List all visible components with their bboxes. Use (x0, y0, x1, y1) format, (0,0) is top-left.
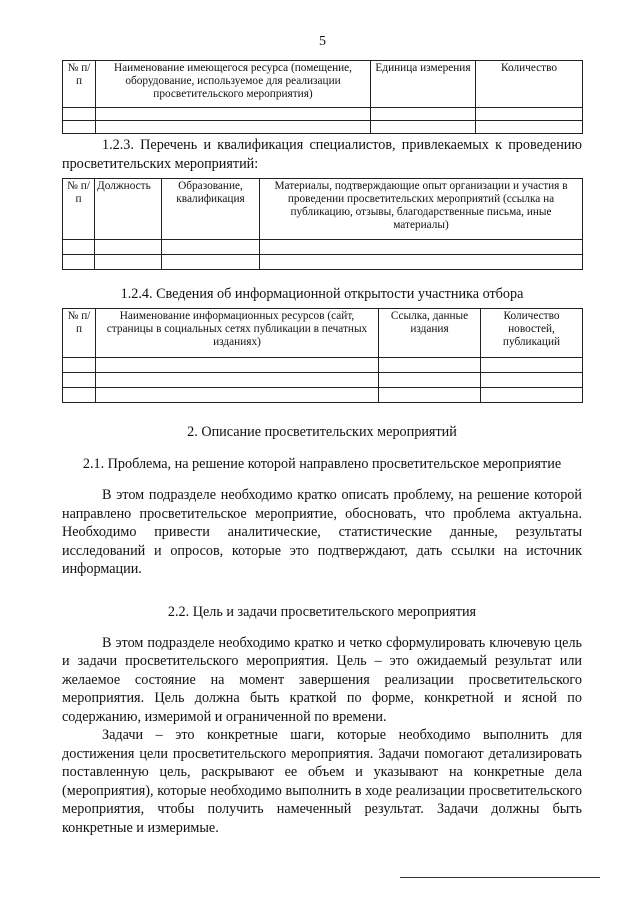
table-row (63, 373, 583, 388)
table-header-row (63, 309, 583, 358)
header-cell: Наименование информационных ресурсов (сайт, страницы в социальных сетях публикации в печатных изданиях) (96, 309, 379, 358)
paragraph-2-1: В этом подразделе необходимо кратко описать проблему, на решение которой направлено просветительское мероприятие, обосновать, что проблема актуальна. Необходимо привести аналитические, статистические данные, результаты исследований и опросов, которые это подтверждают, дать ссылки на источник информации. (62, 487, 582, 577)
header-cell: Количество новостей, публикаций (481, 309, 583, 358)
header-cell: Образование, квалификация (162, 179, 260, 240)
paragraph-2-2-goal: В этом подразделе необходимо кратко и четко сформулировать ключевую цель и задачи просветительского мероприятия. Цель – это ожидаемый результат или желаемое состояние на момент завершения реализации просветительского мероприятия. Цель должна быть краткой по форме, конкретной и ясной по содержанию, измеримой и ограниченной по времени. (62, 634, 582, 725)
header-cell: Должность (95, 179, 162, 240)
section-2-1-heading: 2.1. Проблема, на решение которой направлено просветительское мероприятие (82, 456, 562, 472)
footer-rule (400, 877, 600, 878)
header-cell: Наименование имеющегося ресурса (помещение, оборудование, используемое для реализации просветительского мероприятия) (96, 61, 371, 108)
specialists-table (62, 178, 583, 270)
page-number: 5 (319, 34, 326, 49)
table-row (63, 108, 583, 121)
table-header-row (63, 61, 583, 108)
table-header-row (63, 179, 583, 240)
header-cell: № п/п (63, 61, 96, 108)
paragraph-2-2-tasks: Задачи – это конкретные шаги, которые необходимо выполнить для достижения цели просветительского мероприятия. Задачи помогают детализировать поставленную цель, раскрывают ее объем и указывают на конкретные дела (мероприятия), которые необходимо выполнить в ходе реализации просветительского мероприятия, чтобы получить намеченный результат. Задачи должны быть конкретные и измеримые. (62, 727, 582, 836)
header-cell: Количество (476, 61, 583, 108)
table-row (63, 121, 583, 134)
table-row (63, 255, 583, 270)
header-cell: Единица измерения (371, 61, 476, 108)
table-row (63, 388, 583, 403)
section-1-2-3-heading: 1.2.3. Перечень и квалификация специалистов, привлекаемых к проведению просветительских мероприятий: (62, 137, 582, 172)
header-cell: № п/п (63, 309, 96, 358)
table-row (63, 358, 583, 373)
header-cell: Ссылка, данные издания (379, 309, 481, 358)
section-2-heading: 2. Описание просветительских мероприятий (187, 424, 457, 440)
header-cell: Материалы, подтверждающие опыт организации и участия в проведении просветительских мероприятий (ссылка на публикацию, отзывы, благодарственные письма, иные материалы) (260, 179, 583, 240)
table-row (63, 240, 583, 255)
info-openness-table (62, 308, 583, 403)
resources-table (62, 60, 583, 134)
section-2-2-heading: 2.2. Цель и задачи просветительского мероприятия (167, 603, 477, 620)
section-1-2-4-heading: 1.2.4. Сведения об информационной открытости участника отбора (120, 286, 524, 302)
header-cell: № п/п (63, 179, 95, 240)
